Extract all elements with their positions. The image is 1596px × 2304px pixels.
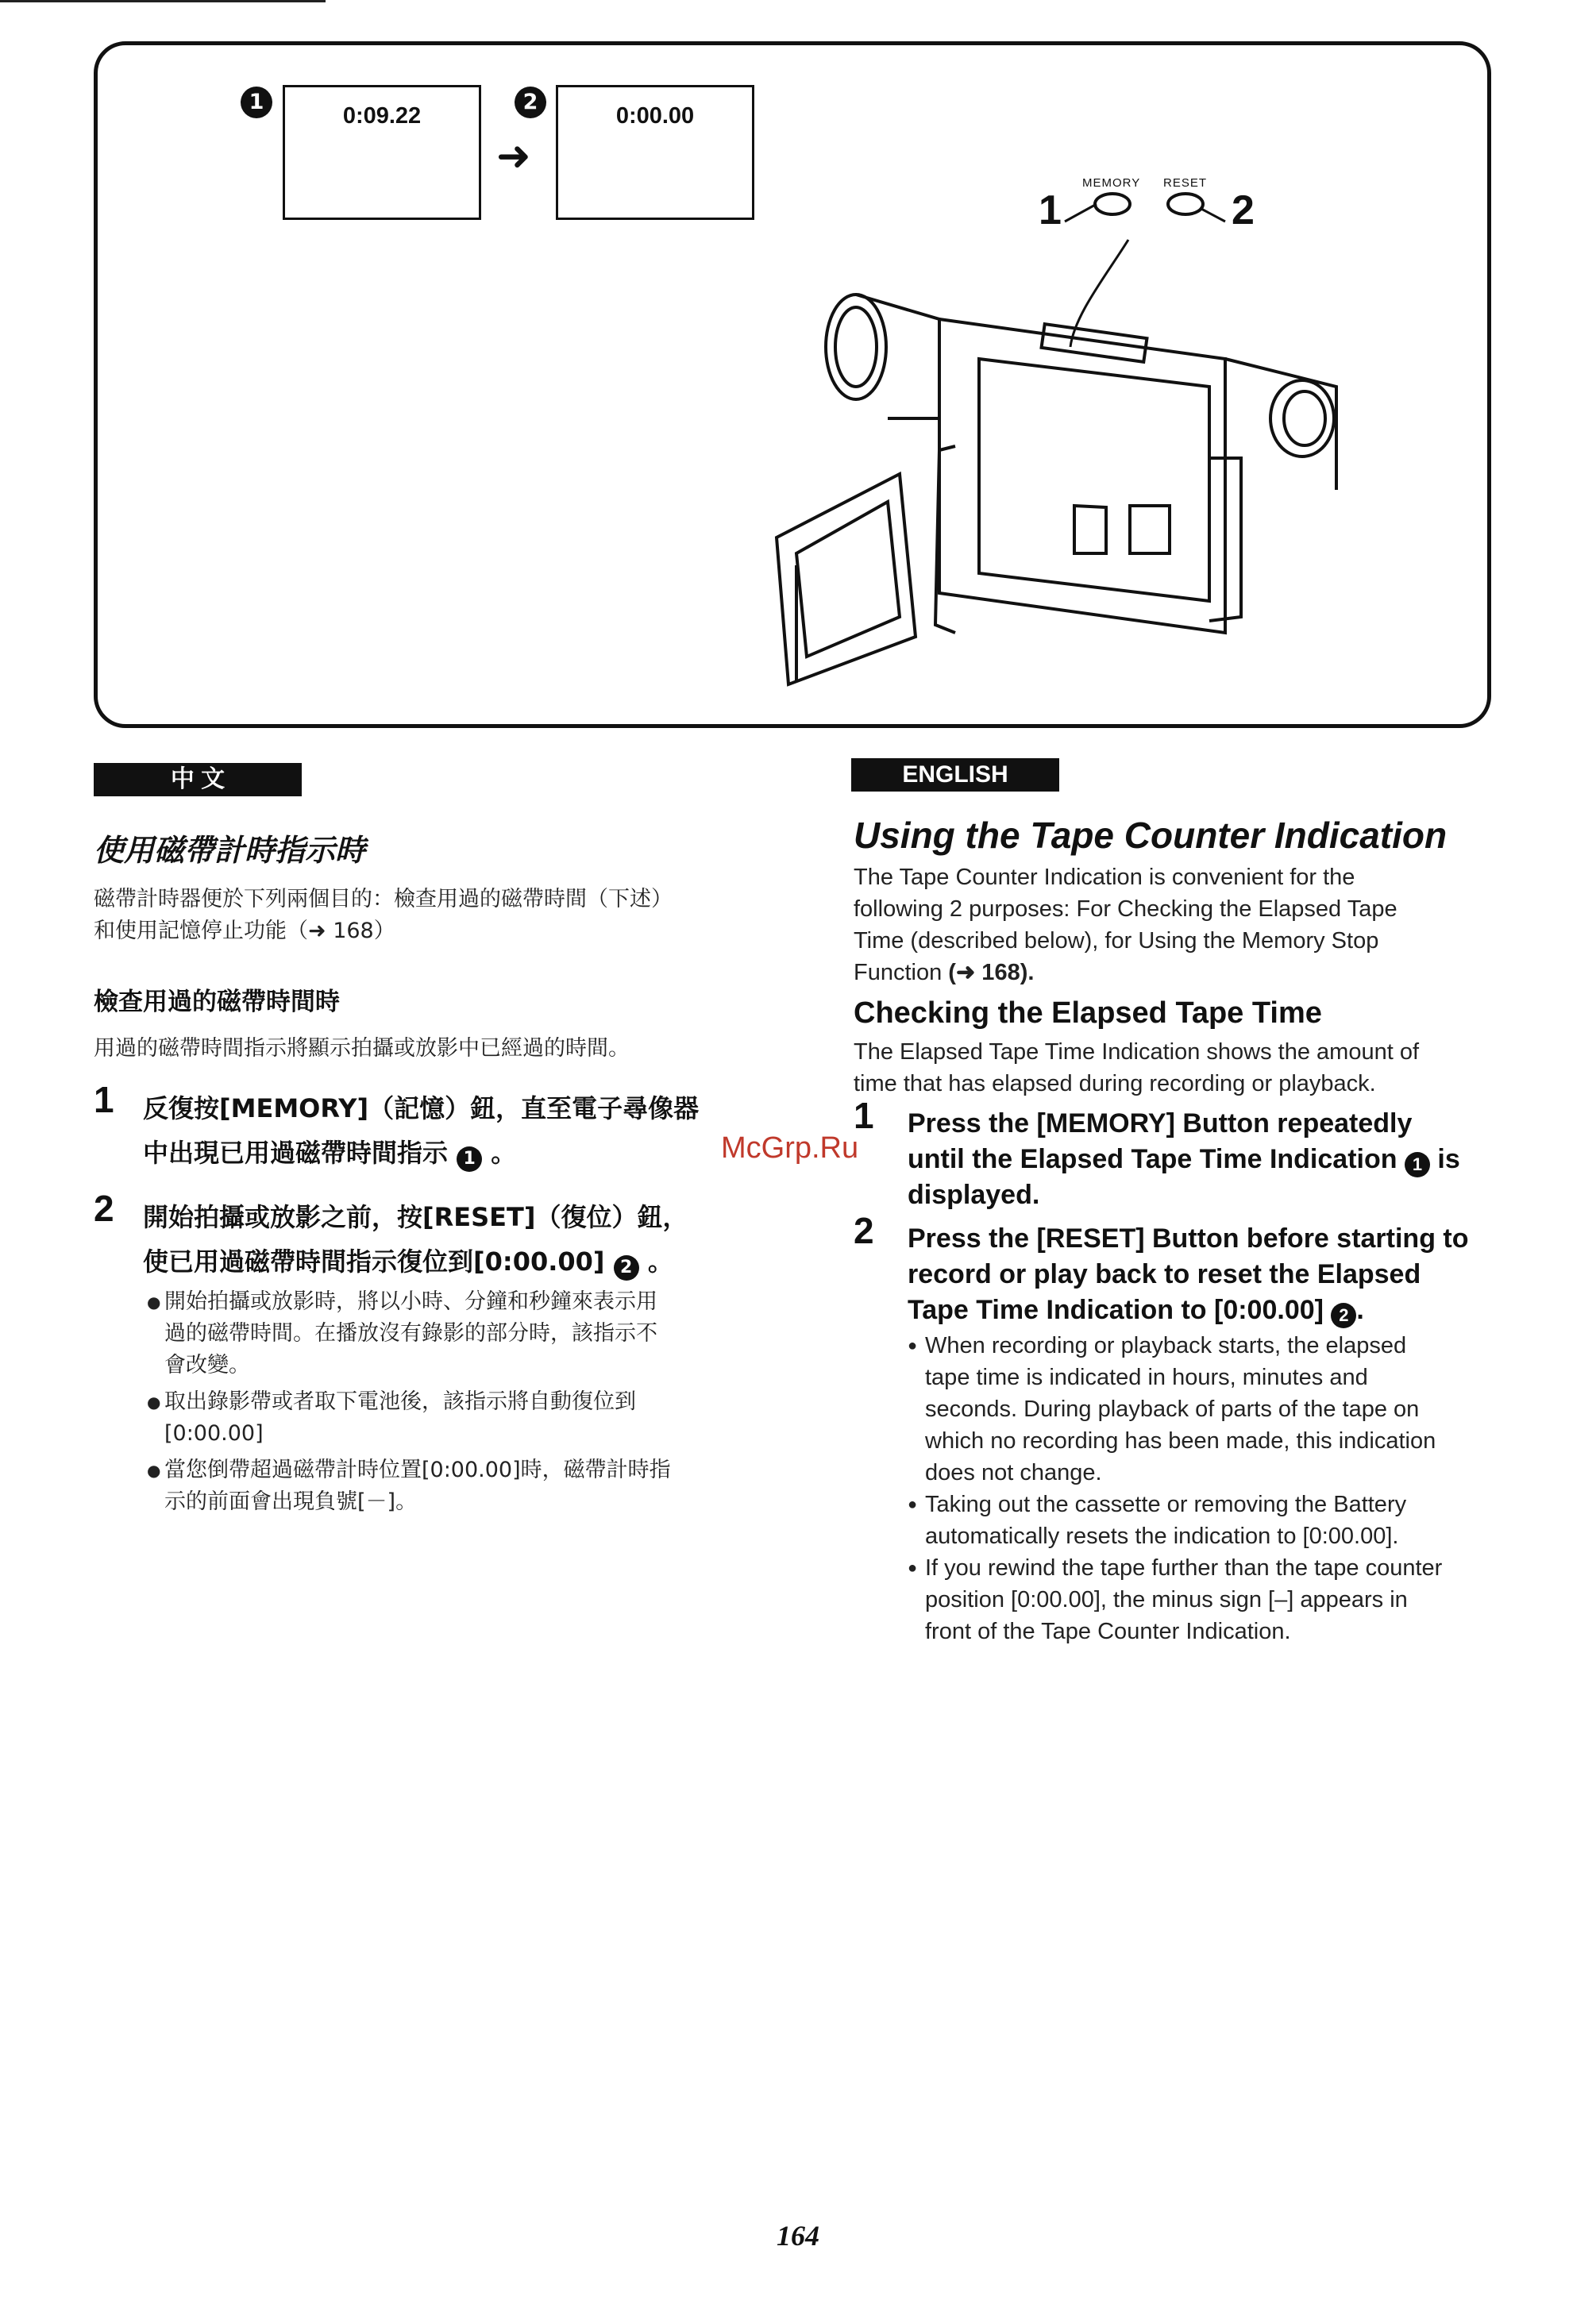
- callout-1: 1: [1039, 187, 1062, 233]
- english-intro-line: Function: [854, 960, 943, 985]
- english-desc-line: time that has elapsed during recording or playback.: [854, 1071, 1376, 1096]
- english-step1-number: 1: [854, 1095, 874, 1136]
- bullet-line: ● 當您倒帶超過磁帶計時位置[0:00.00]時，磁帶計時指: [164, 1458, 671, 1482]
- chinese-title: 使用磁帶計時指示時: [94, 833, 366, 868]
- step1-inline-badge: 1: [457, 1146, 482, 1172]
- reset-button-label: RESET: [1163, 176, 1208, 190]
- chinese-intro-line: 磁帶計時器便於下列兩個目的：檢查用過的磁帶時間（下述）: [94, 887, 673, 911]
- english-subheading: Checking the Elapsed Tape Time: [854, 996, 1322, 1030]
- chinese-intro-line: 和使用記憶停止功能（➜ 168）: [94, 919, 395, 943]
- english-step2-line: record or play back to reset the Elapsed: [908, 1259, 1421, 1289]
- bullet-line: does not change.: [925, 1460, 1102, 1485]
- chinese-subheading: 檢查用過的磁帶時間時: [94, 988, 340, 1016]
- chinese-step2-number: 2: [94, 1188, 114, 1229]
- bullet-line: automatically resets the indication to [0:00.00].: [925, 1524, 1399, 1549]
- english-bullets: [908, 1330, 1442, 1647]
- bullet-line: 示的前面會出現負號[－]。: [164, 1489, 418, 1514]
- reset-button-icon: [1168, 194, 1203, 214]
- chinese-bullet: [147, 1286, 671, 1381]
- bullet-line: front of the Tape Counter Indication.: [925, 1619, 1291, 1644]
- english-step2-line: Tape Time Indication to [0:00.00]: [908, 1295, 1324, 1325]
- lcd-monitor-icon: [777, 474, 916, 684]
- english-step1-line: is: [1437, 1144, 1460, 1174]
- bullet-line: [0:00.00]: [164, 1421, 264, 1446]
- counter-after-value: 0:00.00: [615, 103, 695, 129]
- chinese-step1: [143, 1086, 699, 1175]
- english-step2-line: .: [1356, 1295, 1364, 1325]
- chinese-bullet: [147, 1386, 671, 1450]
- bullet-line: seconds. During playback of parts of the tape on: [925, 1397, 1420, 1422]
- english-step2-line: Press the [RESET] Button before starting to: [908, 1223, 1469, 1254]
- bullet-line: ● If you rewind the tape further than the tape counter: [925, 1555, 1443, 1581]
- bullet-line: ● 取出錄影帶或者取下電池後，該指示將自動復位到: [164, 1389, 636, 1414]
- bullet-line: 會改變。: [164, 1353, 250, 1377]
- top-rule: [0, 0, 326, 2]
- chinese-description: 用過的磁帶時間指示將顯示拍攝或放影中已經過的時間。: [94, 1036, 630, 1061]
- chinese-step2: [143, 1195, 688, 1284]
- arrow-right-icon: ➜: [496, 133, 531, 180]
- step2-inline-badge: 2: [1331, 1303, 1356, 1328]
- bullet-line: ● When recording or playback starts, the elapsed: [925, 1333, 1407, 1358]
- english-step1-line: Press the [MEMORY] Button repeatedly: [908, 1108, 1413, 1139]
- step1-badge: 1: [241, 87, 272, 118]
- bullet-line: 過的磁帶時間。在播放沒有錄影的部分時，該指示不: [164, 1321, 657, 1346]
- english-description: [854, 1036, 1419, 1100]
- english-desc-line: The Elapsed Tape Time Indication shows the amount of: [854, 1039, 1420, 1065]
- english-bullet: [908, 1330, 1442, 1489]
- english-step1-line: displayed.: [908, 1180, 1040, 1210]
- memory-button-icon: [1095, 194, 1130, 214]
- page-reference: (➜ 168).: [948, 960, 1035, 985]
- chinese-step1-line: 反復按[MEMORY]（記憶）鈕，直至電子尋像器: [143, 1093, 700, 1123]
- step2-badge: 2: [515, 87, 546, 118]
- chinese-intro: [94, 884, 673, 947]
- bullet-line: which no recording has been made, this indication: [925, 1428, 1436, 1454]
- page-number: 164: [777, 2220, 819, 2252]
- camcorder-icon: [826, 295, 1336, 633]
- watermark: McGrp.Ru: [721, 1131, 859, 1165]
- callout-2: 2: [1232, 187, 1255, 233]
- bullet-line: position [0:00.00], the minus sign [–] appears in: [925, 1587, 1408, 1612]
- english-intro-line: Time (described below), for Using the Memory Stop: [854, 928, 1379, 954]
- chinese-step1-number: 1: [94, 1079, 114, 1120]
- english-step2: [908, 1221, 1469, 1328]
- chinese-bullets: [147, 1286, 671, 1518]
- chinese-step1-end: 。: [491, 1138, 517, 1168]
- step2-inline-badge: 2: [614, 1255, 639, 1281]
- english-bullet: [908, 1489, 1442, 1552]
- english-step1-line: until the Elapsed Tape Time Indication: [908, 1144, 1397, 1174]
- english-step1: [908, 1106, 1460, 1213]
- counter-before-value: 0:09.22: [342, 103, 422, 129]
- bullet-line: ● Taking out the cassette or removing the Battery: [925, 1492, 1407, 1517]
- bullet-line: ● 開始拍攝或放影時，將以小時、分鐘和秒鐘來表示用: [164, 1289, 657, 1314]
- chinese-section-label: 中 文: [94, 763, 302, 796]
- chinese-step2-end: 。: [647, 1246, 673, 1277]
- bullet-line: tape time is indicated in hours, minutes and: [925, 1365, 1368, 1390]
- chinese-step2-line: 使已用過磁帶時間指示復位到[0:00.00]: [143, 1246, 605, 1277]
- english-title: Using the Tape Counter Indication: [854, 815, 1448, 856]
- english-intro-line: following 2 purposes: For Checking the Elapsed Tape: [854, 896, 1397, 922]
- memory-button-label: MEMORY: [1082, 176, 1141, 190]
- step1-inline-badge: 1: [1405, 1152, 1430, 1177]
- english-step2-number: 2: [854, 1210, 874, 1251]
- chinese-bullet: [147, 1454, 671, 1518]
- camcorder-drawing: [98, 45, 1487, 724]
- english-intro: [854, 861, 1397, 988]
- english-bullet: [908, 1552, 1442, 1647]
- english-section-label: ENGLISH: [851, 758, 1059, 792]
- english-intro-line: The Tape Counter Indication is convenient for the: [854, 865, 1355, 890]
- chinese-step1-line: 中出現已用過磁帶時間指示: [143, 1138, 449, 1168]
- chinese-step2-line: 開始拍攝或放影之前，按[RESET]（復位）鈕，: [143, 1202, 688, 1232]
- illustration-panel: [94, 41, 1491, 728]
